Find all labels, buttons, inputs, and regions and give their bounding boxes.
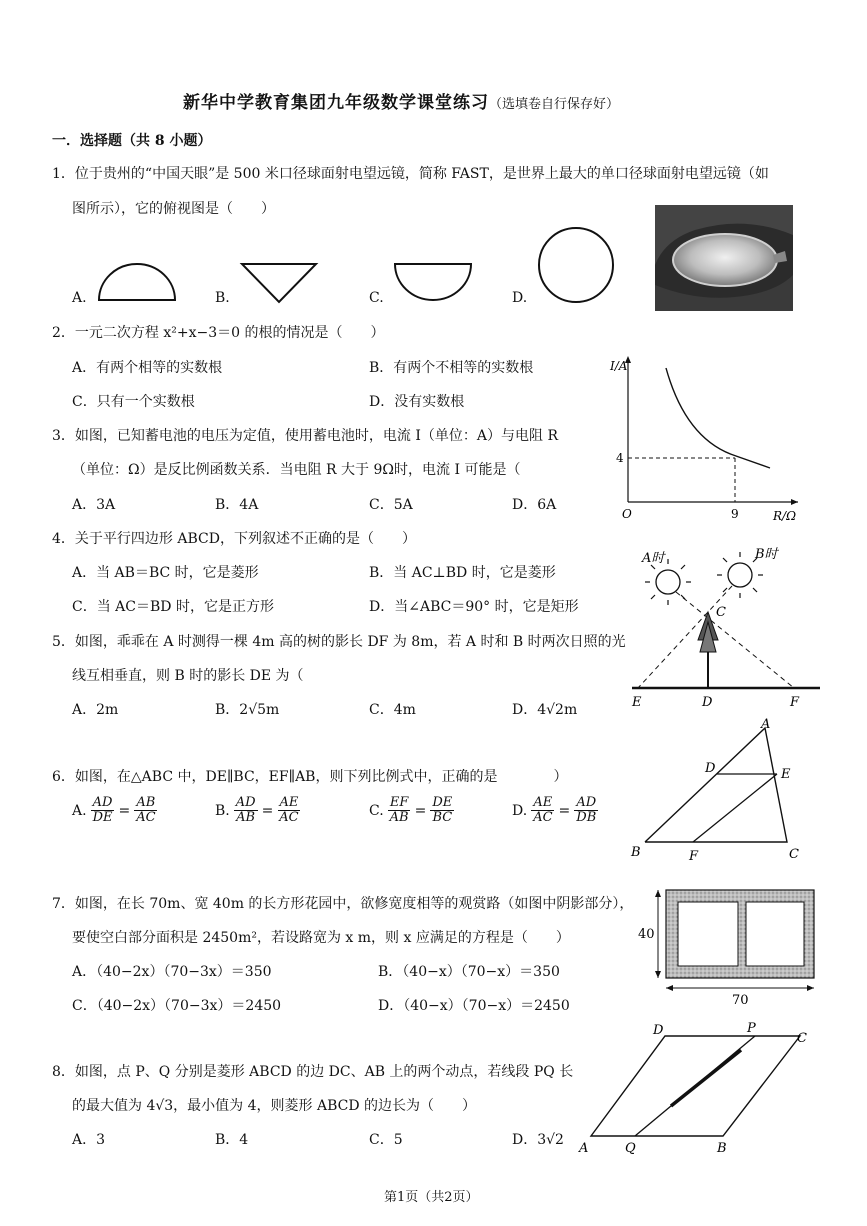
numerator: AD xyxy=(92,795,113,810)
q4-option-d[interactable]: D．当∠ABC＝90° 时，它是矩形 xyxy=(369,599,579,615)
graph-xtick: 9 xyxy=(731,507,739,521)
q1-stem-line2: 图所示），它的俯视图是（ ） xyxy=(72,201,275,217)
denominator: AB xyxy=(389,810,409,825)
rhombus-figure xyxy=(575,1020,813,1160)
equals-sign: = xyxy=(118,802,131,819)
q1-option-c[interactable]: C. xyxy=(369,290,384,306)
label-f: F xyxy=(790,695,800,710)
numerator: AD xyxy=(576,795,597,810)
denominator: DB xyxy=(576,810,597,825)
equals-sign: = xyxy=(414,802,427,819)
q2-option-d[interactable]: D．没有实数根 xyxy=(369,394,465,410)
title-text: 新华中学教育集团九年级数学课堂练习 xyxy=(183,93,489,113)
label-e: E xyxy=(781,767,791,782)
inverted-triangle-figure xyxy=(238,260,320,306)
q6-option-d[interactable] xyxy=(512,796,598,825)
graph-ytick: 4 xyxy=(616,451,624,465)
circle-figure xyxy=(536,225,616,305)
q4-stem: 4．关于平行四边形 ABCD，下列叙述不正确的是（ ） xyxy=(52,531,416,547)
fraction xyxy=(531,796,554,825)
q8-stem-line2: 的最大值为 4√3，最小值为 4，则菱形 ABCD 的边长为（ ） xyxy=(72,1098,477,1114)
q5-option-a[interactable]: A．2m xyxy=(72,702,119,718)
q1-option-b[interactable]: B. xyxy=(215,290,230,306)
q8-stem-line1: 8．如图，点 P、Q 分别是菱形 ABCD 的边 DC、AB 上的两个动点，若线段 PQ 长 xyxy=(52,1064,574,1080)
tree-icon xyxy=(698,612,718,688)
q4-option-b[interactable]: B．当 AC⊥BD 时，它是菱形 xyxy=(369,565,556,581)
fraction xyxy=(574,796,598,825)
numerator: AD xyxy=(235,795,256,810)
denominator: AC xyxy=(136,810,156,825)
numerator: AE xyxy=(533,795,553,810)
semicircle-figure xyxy=(95,262,179,304)
section-heading: 一．选择题（共 8 小题） xyxy=(52,133,212,149)
label-e: E xyxy=(632,695,642,710)
label-b-time: B时 xyxy=(755,547,778,562)
inverse-function-graph xyxy=(598,350,803,525)
tree-shadow-figure xyxy=(628,540,823,712)
denominator: AB xyxy=(236,810,256,825)
q1-option-a[interactable]: A. xyxy=(72,290,87,306)
q2-option-b[interactable]: B．有两个不相等的实数根 xyxy=(369,360,534,376)
q5-stem-line1: 5．如图，乖乖在 A 时测得一棵 4m 高的树的影长 DF 为 8m，若 A 时和 B 时两次日照的光 xyxy=(52,634,626,650)
graph-origin: O xyxy=(622,507,632,521)
q3-option-d[interactable]: D．6A xyxy=(512,497,557,513)
label-c: C xyxy=(797,1031,807,1046)
fraction xyxy=(91,796,115,825)
bowl-figure xyxy=(391,260,475,304)
label-d: D xyxy=(653,1023,664,1038)
q7-option-b[interactable]: B．（40−x）（70−x）＝350 xyxy=(378,964,560,980)
fraction xyxy=(134,796,157,825)
fraction xyxy=(277,796,300,825)
fast-telescope-photo xyxy=(655,205,793,311)
denominator: BC xyxy=(432,810,453,825)
q2-option-a[interactable]: A．有两个相等的实数根 xyxy=(72,360,223,376)
garden-figure xyxy=(636,884,818,1008)
q8-option-a[interactable]: A．3 xyxy=(72,1132,106,1148)
label-a: A xyxy=(579,1141,589,1156)
garden-height-label: 40 xyxy=(638,927,655,942)
numerator: AB xyxy=(136,795,156,810)
q3-option-a[interactable]: A．3A xyxy=(72,497,116,513)
label-f: F xyxy=(689,849,699,864)
q6-option-b[interactable] xyxy=(215,796,301,825)
q3-stem-line1: 3．如图，已知蓄电池的电压为定值，使用蓄电池时，电流 I（单位：A）与电阻 R xyxy=(52,428,558,444)
q7-stem-line1: 7．如图，在长 70m、宽 40m 的长方形花园中，欲修宽度相等的观赏路（如图中阴影部分）， xyxy=(52,896,634,912)
label-c: C xyxy=(789,847,799,862)
q8-option-c[interactable]: C．5 xyxy=(369,1132,403,1148)
q7-option-c[interactable]: C．（40−2x）（70−3x）＝2450 xyxy=(72,998,282,1014)
q7-option-a[interactable]: A．（40−2x）（70−3x）＝350 xyxy=(72,964,272,980)
q3-option-c[interactable]: C．5A xyxy=(369,497,413,513)
q8-option-d[interactable]: D．3√2 xyxy=(512,1132,564,1148)
q3-option-b[interactable]: B．4A xyxy=(215,497,259,513)
q8-option-b[interactable]: B．4 xyxy=(215,1132,249,1148)
label-a-time: A时 xyxy=(642,551,665,566)
option-label: B. xyxy=(215,802,230,819)
label-b: B xyxy=(717,1141,727,1156)
q1-option-d[interactable]: D. xyxy=(512,290,528,306)
denominator: DE xyxy=(92,810,113,825)
fraction xyxy=(388,796,411,825)
title-note: （选填卷自行保存好） xyxy=(489,97,620,112)
q7-stem-line2: 要使空白部分面积是 2450m²，若设路宽为 x m，则 x 应满足的方程是（ ） xyxy=(72,930,570,946)
denominator: AC xyxy=(279,810,299,825)
q5-option-b[interactable]: B．2√5m xyxy=(215,702,280,718)
label-a: A xyxy=(761,718,771,732)
triangle-abc-figure xyxy=(625,718,815,866)
q2-option-c[interactable]: C．只有一个实数根 xyxy=(72,394,195,410)
q5-stem-line2: 线互相垂直，则 B 时的影长 DE 为（ xyxy=(72,668,304,684)
option-label: A. xyxy=(72,802,87,819)
label-c: C xyxy=(716,605,726,620)
q5-option-d[interactable]: D．4√2m xyxy=(512,702,578,718)
label-q: Q xyxy=(625,1141,636,1156)
q6-option-c[interactable] xyxy=(369,796,454,825)
q7-option-d[interactable]: D．（40−x）（70−x）＝2450 xyxy=(378,998,570,1014)
numerator: AE xyxy=(279,795,299,810)
q2-stem: 2．一元二次方程 x²+x−3＝0 的根的情况是（ ） xyxy=(52,325,385,341)
fraction xyxy=(430,796,454,825)
fraction xyxy=(234,796,258,825)
label-p: P xyxy=(747,1021,756,1036)
q3-stem-line2: （单位：Ω）是反比例函数关系．当电阻 R 大于 9Ω时，电流 I 可能是（ xyxy=(72,462,521,478)
q4-option-c[interactable]: C．当 AC＝BD 时，它是正方形 xyxy=(72,599,274,615)
numerator: EF xyxy=(389,795,409,810)
numerator: DE xyxy=(432,795,453,810)
label-d: D xyxy=(705,761,716,776)
graph-ylabel: I/A xyxy=(610,359,628,373)
denominator: AC xyxy=(533,810,553,825)
label-d: D xyxy=(702,695,713,710)
q5-option-c[interactable]: C．4m xyxy=(369,702,416,718)
q6-option-a[interactable] xyxy=(72,796,158,825)
garden-width-label: 70 xyxy=(732,993,749,1008)
page-title xyxy=(183,88,619,113)
option-label: C. xyxy=(369,802,384,819)
q6-stem: 6．如图，在△ABC 中，DE∥BC，EF∥AB，则下列比例式中，正确的是 ） xyxy=(52,769,568,785)
graph-xlabel: R/Ω xyxy=(773,509,797,523)
label-b: B xyxy=(631,845,641,860)
q4-option-a[interactable]: A．当 AB＝BC 时，它是菱形 xyxy=(72,565,259,581)
page-footer: 第1页（共2页） xyxy=(384,1190,479,1205)
equals-sign: = xyxy=(558,802,571,819)
equals-sign: = xyxy=(261,802,274,819)
q1-stem-line1: 1．位于贵州的“中国天眼”是 500 米口径球面射电望远镜，简称 FAST，是世界上最大的单口径球面射电望远镜（如 xyxy=(52,166,769,182)
option-label: D. xyxy=(512,802,528,819)
